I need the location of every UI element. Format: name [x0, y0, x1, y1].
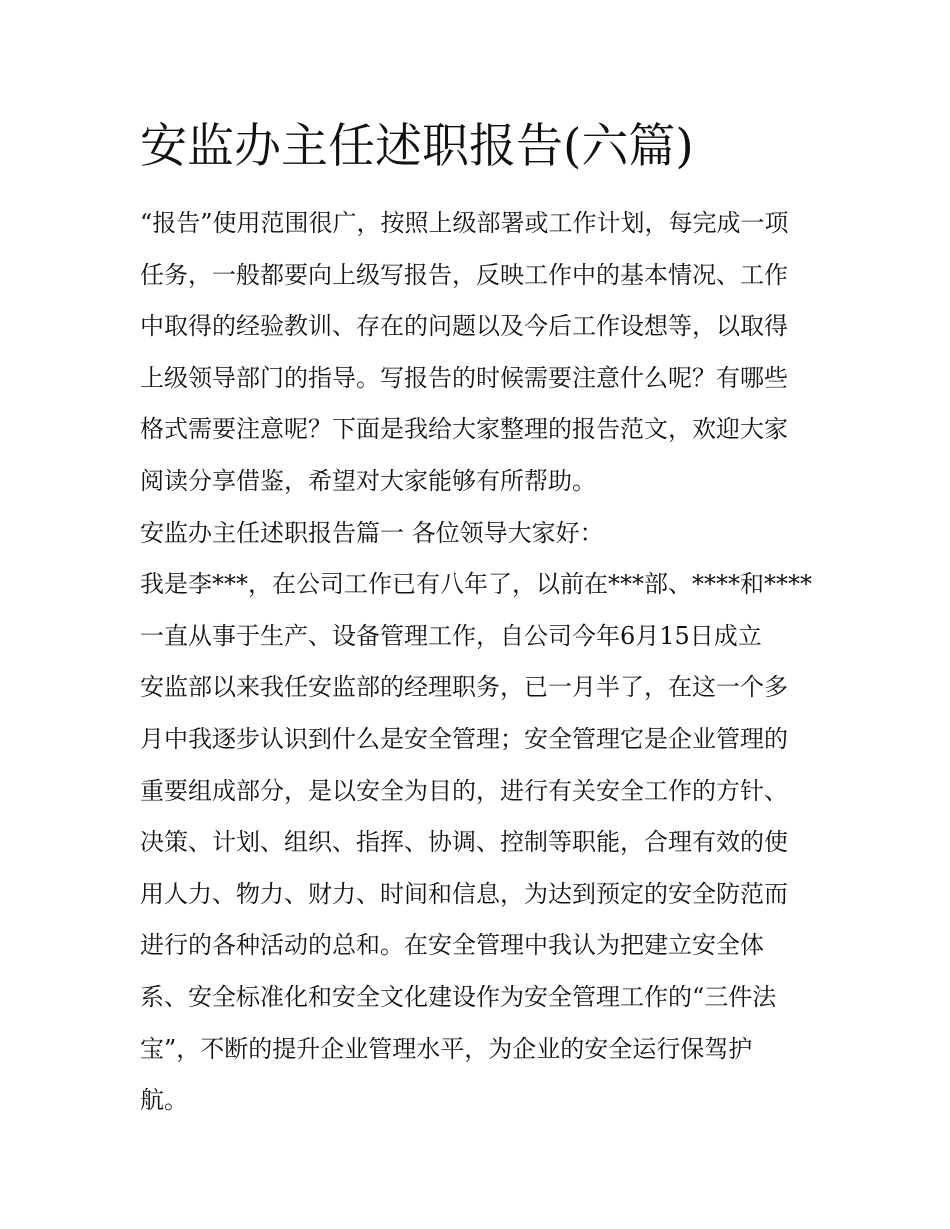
text-line: 决策、计划、组织、指挥、协调、控制等职能，合理有效的使 [140, 828, 788, 857]
text-line: 安监部以来我任安监部的经理职务，已一月半了，在这一个多 [140, 673, 788, 702]
text-line: 系、安全标准化和安全文化建设作为安全管理工作的“三件法 [140, 982, 777, 1011]
text-line: 宝”，不断的提升企业管理水平，为企业的安全运行保驾护 [140, 1034, 753, 1063]
text-line: “报告”使用范围很广，按照上级部署或工作计划，每完成一项 [140, 209, 789, 237]
text-line: 进行的各种活动的总和。在安全管理中我认为把建立安全体 [140, 931, 764, 960]
text-line: 任务，一般都要向上级写报告，反映工作中的基本情况、工作 [140, 260, 788, 289]
body-text [140, 198, 820, 1127]
text-line: 我是李***，在公司工作已有八年了，以前在***部、****和**** [140, 570, 812, 599]
section-heading: 安监办主任述职报告篇一 各位领导大家好： [140, 518, 604, 547]
text-line: 重要组成部分，是以安全为目的，进行有关安全工作的方针、 [140, 776, 788, 805]
text-line: 中取得的经验教训、存在的问题以及今后工作设想等，以取得 [140, 312, 788, 341]
text-line: 航。 [140, 1086, 188, 1115]
page-title: 安监办主任述职报告(六篇) [140, 119, 694, 174]
text-line: 阅读分享借鉴，希望对大家能够有所帮助。 [140, 466, 596, 495]
text-line: 格式需要注意呢？下面是我给大家整理的报告范文，欢迎大家 [140, 415, 788, 444]
text-line: 一直从事于生产、设备管理工作，自公司今年6月15日成立 [140, 621, 762, 650]
text-line: 用人力、物力、财力、时间和信息，为达到预定的安全防范而 [140, 879, 788, 908]
text-line: 上级领导部门的指导。写报告的时候需要注意什么呢？有哪些 [140, 363, 788, 392]
text-line: 月中我逐步认识到什么是安全管理；安全管理它是企业管理的 [140, 724, 788, 753]
